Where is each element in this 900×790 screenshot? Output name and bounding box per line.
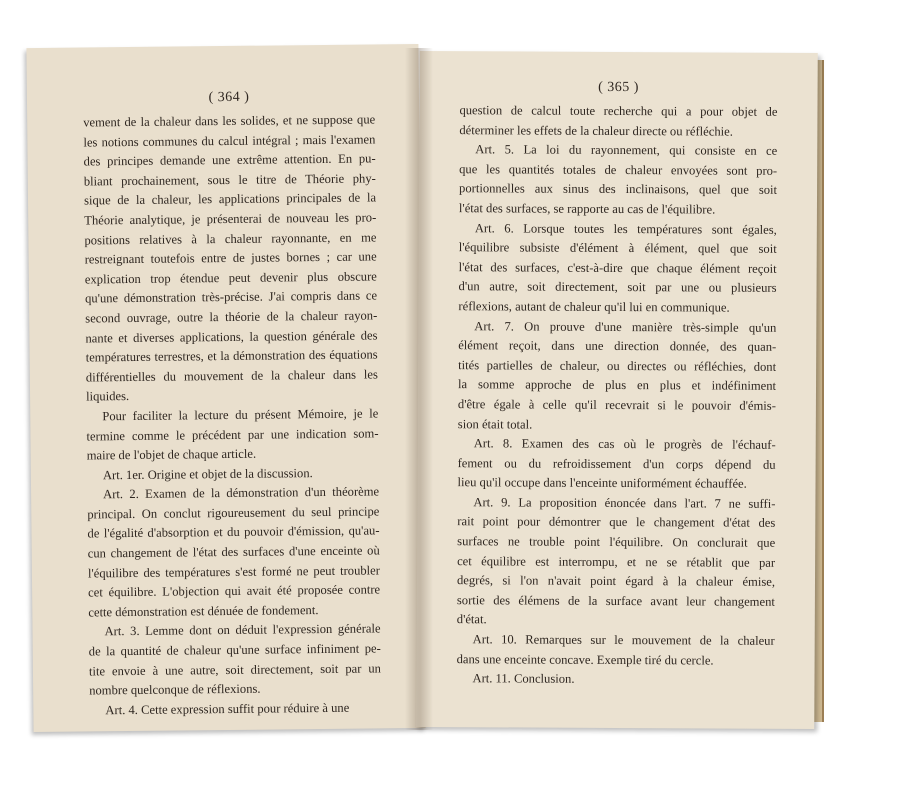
text-line: bliant prochainement, sous le titre de Théorie phy- [83,171,376,189]
text-line: restreignant toutefois entre de justes bornes ; car une [84,249,377,267]
text-line: températures terrestres, et la démonstration des équations [85,347,378,365]
text-line: tite envoie à une autre, soit directement, soit par un [88,661,382,679]
text-line: Art. 8. Examen des cas où le progrès de l'échauf- [473,436,776,452]
text-line: Théorie analytique, je présenterai de nouveau les pro- [84,210,377,228]
right-lines [456,101,777,690]
text-line: vement de la chaleur dans les solides, et ne suppose que [83,112,376,130]
text-line: nombre quelconque de réflexions. [89,681,261,698]
text-line: maire de l'objet de chaque article. [86,446,257,463]
left-page [26,44,425,732]
text-line: question de calcul toute recherche qui a pour objet de [459,103,778,119]
text-line: qu'une démonstration très-précise. J'ai compris dans ce [84,288,378,306]
text-line: portionnelles aux sinus des inclinaisons, quel que soit [459,181,778,198]
text-line: Art. 2. Examen de la démonstration d'un théorème [103,484,380,502]
text-line: de l'égalité d'absorption et du pouvoir d'émission, qu'au- [87,523,380,541]
text-line: cet équilibre. L'objection qui avait été proposée contre [88,582,381,600]
text-line: Art. 11. Conclusion. [472,671,575,687]
text-line: Art. 3. Lemme dont on déduit l'expression générale [104,621,381,639]
text-line: degrés, si l'on n'avait point égard à la chaleur émise, [456,573,776,590]
text-line: d'état. [456,612,487,627]
text-line: sion était total. [457,416,533,432]
text-line: cet équilibre est interrompu, et ne se rétablit que par [457,553,776,570]
text-line: sortie des élémens de la surface avant leur changement [456,593,775,609]
text-line: principal. On conclut rigoureusement du seul principe [87,504,380,522]
text-line: explication trop étendue peut devenir plus obscure [84,269,377,287]
right-text-block [456,79,777,690]
text-line: déterminer les effets de la chaleur directe ou réfléchie. [459,122,733,139]
text-line: Art. 4. Cette expression suffit pour réduire à une [105,700,350,718]
left-lines [83,110,381,720]
text-line: Art. 6. Lorsque toutes les températures sont égales, [474,220,777,237]
text-line: élément reçoit, dans une direction donnée, des quan- [458,338,777,354]
text-line: des principes demande une extrême attention. En pu- [83,151,376,169]
book-gutter [405,48,433,730]
text-line: Art. 9. La proposition énoncée dans l'art. 7 ne suffi- [473,495,776,511]
text-line: que les quantités totales de chaleur envoyées sont pro- [459,161,778,178]
text-line: fement ou du refroidissement d'un corps dépend du [457,455,776,472]
right-page [416,51,818,729]
text-line: Art. 7. On prouve d'une manière très-simple qu'un [474,318,777,335]
text-line: d'un autre, soit directement, soit par une ou plusieurs [458,279,777,296]
right-page-number: ( 365 ) [598,79,640,96]
text-line: second ouvrage, outre la théorie de la chaleur rayon- [85,308,378,326]
text-line: cun changement de l'état des surfaces d'une enceinte où [87,543,380,561]
text-line: lieu qu'il occupe dans l'enceinte uniformément échauffée. [457,475,747,491]
text-line: la somme approche de plus en plus et indéfiniment [457,377,777,394]
left-page-number: ( 364 ) [208,89,250,106]
text-line: termine comme le précédent par une indication som- [86,425,379,443]
text-line: Pour faciliter la lecture du présent Mémoire, je le [102,406,379,424]
text-line: d'être égale à celle qu'il recevrait si le pouvoir d'émis- [457,397,776,413]
text-line: de la quantité de chaleur qu'une surface infiniment pe- [88,641,381,659]
text-line: surfaces ne trouble point l'équilibre. On conclurait que [457,534,776,550]
text-line: sique de la chaleur, les applications principales de la [83,190,377,208]
text-line: Art. 10. Remarques sur le mouvement de la chaleur [472,632,775,648]
text-line: les notions communes du calcul intégral ; mais l'examen [83,132,376,150]
text-line: l'état des surfaces, se rapporte au cas de l'équilibre. [458,201,716,217]
text-line: Art. 1er. Origine et objet de la discussion. [102,465,313,482]
text-line: liquides. [86,389,130,404]
text-line: différentielles du mouvement de la chaleur dans les [85,367,378,385]
text-line: dans une enceinte concave. Exemple tiré du cercle. [456,651,714,668]
text-line: l'équilibre des températures s'est formé ne peut troubler [87,563,380,581]
text-line: Art. 5. La loi du rayonnement, qui consiste en ce [475,142,778,159]
text-line: l'équilibre subsiste d'élément à élément, quel que soit [458,240,777,256]
text-line: cette démonstration est dénuée de fondement. [88,602,319,620]
text-line: réflexions, autant de chaleur qu'il lui en communique. [458,299,730,315]
left-text-block [83,88,382,720]
text-line: rait point pour démontrer que le changement d'état des [457,514,776,531]
text-line: tités partielles de chaleur, ou directes ou réfléchies, dont [458,357,777,374]
text-line: positions relatives à la chaleur rayonnante, en me [84,229,377,248]
text-line: l'état des surfaces, c'est-à-dire que chaque élément reçoit [458,259,777,276]
text-line: nante et diverses applications, la question générale des [85,327,378,345]
